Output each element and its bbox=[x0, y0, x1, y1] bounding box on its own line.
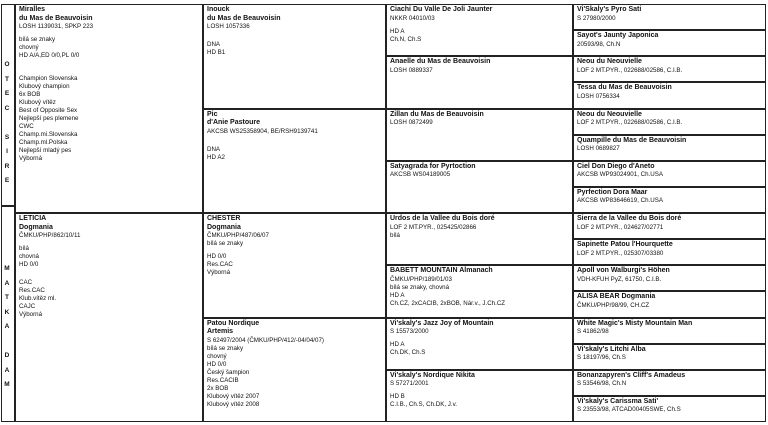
great-grandparent-cell bbox=[386, 4, 573, 56]
grandparent-cell bbox=[203, 109, 386, 214]
dog-detail-line: S 62497/2004 (ČMKU/PHP/412/-04/04/07) bbox=[207, 336, 324, 344]
great-great-grandparent-cell bbox=[573, 187, 766, 213]
dog-detail-line: LOSH 0889337 bbox=[390, 66, 433, 74]
dog-detail-line: Res.CAC bbox=[207, 261, 233, 268]
side-letter: M bbox=[4, 265, 10, 272]
dog-name-line: Inouck bbox=[207, 6, 230, 13]
dog-detail-line: CAC bbox=[19, 279, 33, 286]
side-letter: O bbox=[4, 61, 10, 68]
dog-detail-line: S 41862/98 bbox=[577, 328, 609, 335]
dog-name-line: Patou Nordique bbox=[207, 319, 260, 327]
dog-detail-line: S 23553/98, ATCAD00405SWE, Ch.S bbox=[577, 406, 681, 414]
dog-detail-line: LOF 2 MT.PYR., 022688/02586, C.I.B. bbox=[577, 119, 683, 126]
dog-detail-line: LOF 2 MT.PYR., 025307/03380 bbox=[577, 249, 664, 257]
side-letter: S bbox=[4, 133, 10, 141]
side-letter: C bbox=[4, 104, 10, 112]
great-great-grandparent-cell bbox=[573, 161, 766, 187]
dog-name-line: du Mas de Beauvoisin bbox=[19, 14, 93, 22]
side-letter: E bbox=[4, 90, 10, 97]
dog-detail-line: AKCSB WP83646619, Ch.USA bbox=[577, 197, 663, 205]
side-letter: K bbox=[4, 308, 10, 316]
dog-detail-line: ČMKU/PHP/98/99, CH.CZ bbox=[577, 301, 650, 309]
dog-detail-line: bílá se znaky bbox=[19, 36, 56, 43]
side-letter: A bbox=[4, 323, 10, 330]
great-great-grandparent-cell bbox=[573, 318, 766, 344]
great-grandparent-cell bbox=[386, 318, 573, 370]
dog-name-line: du Mas de Beauvoisin bbox=[207, 14, 281, 22]
dog-detail-line: Ch.DK, Ch.S bbox=[390, 349, 426, 356]
dog-name-line: Vi'Skaly's Pyro Sati bbox=[577, 6, 642, 13]
dog-name-line: Apoll von Walburgi's Höhen bbox=[577, 267, 670, 275]
dog-detail-line: bílá bbox=[19, 245, 29, 252]
dog-name-line: Sayot's Jaunty Japonica bbox=[577, 32, 659, 40]
dog-detail-line: HD 0/0 bbox=[19, 261, 39, 268]
dog-detail-line: Klub.vítěz ml. bbox=[19, 295, 57, 302]
dog-detail-line: Český šampion bbox=[207, 368, 250, 376]
dog-detail-line: LOSH 0872499 bbox=[390, 119, 433, 126]
dog-detail-line: ČMKU/PHP/189/01/03 bbox=[390, 275, 452, 283]
dog-detail-line: bílá se znaky, chovná bbox=[390, 283, 450, 291]
dog-name-line: Neou du Neouvielle bbox=[577, 110, 642, 118]
dog-name-line: Bonanzapyren's Cliff's Amadeus bbox=[577, 371, 686, 379]
side-letter: E bbox=[4, 177, 10, 184]
dog-detail-line: HD B bbox=[390, 393, 405, 401]
great-grandparent-cell bbox=[386, 161, 573, 213]
dog-detail-line: Klubový champion bbox=[19, 83, 70, 90]
dog-detail-line: AKCSB WP93024901, Ch.USA bbox=[577, 171, 663, 179]
dog-name-line: Neou du Neouvielle bbox=[577, 58, 642, 66]
dog-name-line: CHESTER bbox=[207, 215, 241, 222]
great-great-grandparent-cell bbox=[573, 109, 766, 135]
dog-name-line: Anaelle du Mas de Beauvoisin bbox=[390, 58, 491, 66]
side-letter: A bbox=[4, 366, 10, 374]
dog-name-line: Ciel Don Diego d'Aneto bbox=[577, 162, 655, 170]
side-letter: I bbox=[6, 148, 8, 155]
dog-detail-line: bílá se znaky bbox=[207, 240, 244, 247]
dog-name-line: White Magic's Misty Mountain Man bbox=[577, 319, 693, 327]
dog-detail-line: HD A bbox=[390, 341, 405, 348]
dog-detail-line: Champ.ml.Polska bbox=[19, 139, 68, 146]
dog-detail-line: HD A bbox=[390, 27, 405, 35]
grandparent-cell bbox=[203, 318, 386, 423]
side-letter: A bbox=[4, 279, 10, 287]
great-great-grandparent-cell bbox=[573, 56, 766, 82]
dam-cell bbox=[15, 213, 203, 422]
dog-name-line: Dogmania bbox=[207, 223, 241, 231]
dog-name-line: Pic bbox=[207, 110, 218, 118]
dog-detail-line: chovná bbox=[19, 253, 39, 260]
dog-name-line: Sierra de la Vallee du Bois doré bbox=[577, 215, 682, 222]
dog-detail-line: HD A/A,ED 0/0,PL 0/0 bbox=[19, 52, 80, 59]
dog-detail-line: LOF 2 MT.PYR., 022688/02586, C.I.B. bbox=[577, 66, 683, 74]
dog-detail-line: 20593/98, Ch.N bbox=[577, 40, 621, 48]
dog-detail-line: S 27980/2000 bbox=[577, 14, 616, 22]
dog-detail-line: LOSH 1057336 bbox=[207, 23, 250, 30]
dog-detail-line: Best of Opposite Sex bbox=[19, 107, 78, 114]
dog-detail-line: Res.CAC bbox=[19, 287, 45, 294]
dog-detail-line: LOSH 0756334 bbox=[577, 92, 620, 100]
dog-name-line: Satyagrada for Pyrtoction bbox=[390, 162, 476, 170]
dog-detail-line: Nejlepší pes plemene bbox=[19, 115, 79, 122]
dog-name-line: BABETT MOUNTAIN Almanach bbox=[390, 267, 493, 275]
side-letter: T bbox=[5, 294, 9, 301]
dog-detail-line: ČMKU/PHP/862/10/11 bbox=[19, 232, 81, 239]
dog-detail-line: Res.CACIB bbox=[207, 376, 239, 384]
dog-detail-line: S 57271/2001 bbox=[390, 380, 429, 388]
dog-name-line: Ciachi Du Valle De Joli Jaunter bbox=[390, 6, 493, 13]
great-grandparent-cell bbox=[386, 56, 573, 108]
dog-detail-line: Klubový vítěz 2007 bbox=[207, 392, 260, 400]
dog-detail-line: S 53546/98, Ch.N bbox=[577, 380, 627, 388]
dog-detail-line: Champion Slovenska bbox=[19, 75, 78, 82]
great-great-grandparent-cell bbox=[573, 291, 766, 317]
dog-detail-line: AKCSB WS04189005 bbox=[390, 171, 451, 179]
dog-name-line: d'Anie Pastoure bbox=[207, 119, 261, 126]
side-letter: D bbox=[4, 352, 10, 359]
great-great-grandparent-cell bbox=[573, 396, 766, 422]
grandparent-cell bbox=[203, 4, 386, 109]
dog-name-line: Vi'skaly's Carissma Sati' bbox=[577, 397, 659, 405]
dog-name-line: Miralles bbox=[19, 6, 46, 13]
dog-name-line: Quampille du Mas de Beauvoisin bbox=[577, 136, 687, 144]
dog-detail-line: Výborná bbox=[207, 269, 231, 276]
dog-name-line: Pyrfection Dora Maar bbox=[577, 188, 648, 196]
dog-name-line: Sapinette Patou l'Hourquette bbox=[577, 241, 673, 249]
great-grandparent-cell bbox=[386, 213, 573, 265]
dog-detail-line: HD 0/0 bbox=[207, 253, 227, 260]
dog-detail-line: LOF 2 MT.PYR., 024627/02771 bbox=[577, 223, 664, 231]
dog-detail-line: bílá se znaky bbox=[207, 344, 244, 352]
dog-detail-line: ČMKU/PHP/487/06/07 bbox=[207, 232, 269, 239]
dog-detail-line: VDH-KFUH PyZ, 61750, C.I.B. bbox=[577, 275, 662, 283]
dog-name-line: Dogmania bbox=[19, 223, 53, 231]
dog-detail-line: HD 0/0 bbox=[207, 360, 227, 368]
great-great-grandparent-cell bbox=[573, 239, 766, 265]
dog-detail-line: 6x BOB bbox=[19, 91, 41, 98]
dog-name-line: Artemis bbox=[207, 328, 234, 335]
dog-detail-line: HD B1 bbox=[207, 49, 226, 56]
dog-name-line: Vi'skaly's Jazz Joy of Mountain bbox=[390, 319, 494, 327]
dog-name-line: LETICIA bbox=[19, 215, 47, 222]
side-letter: R bbox=[4, 162, 10, 170]
dog-detail-line: Klubový vítěz bbox=[19, 99, 56, 106]
dog-detail-line: LOSH 0689827 bbox=[577, 145, 620, 153]
dog-detail-line: S 18197/96, Ch.S bbox=[577, 354, 626, 362]
great-great-grandparent-cell bbox=[573, 213, 766, 239]
great-great-grandparent-cell bbox=[573, 344, 766, 370]
dog-detail-line: 2x BOB bbox=[207, 384, 229, 392]
dog-detail-line: Champ.mi.Slovenska bbox=[19, 131, 78, 138]
dog-name-line: Vi'skaly's Litchi Alba bbox=[577, 345, 646, 353]
great-great-grandparent-cell bbox=[573, 30, 766, 56]
dog-detail-line: Nejlepší mladý pes bbox=[19, 147, 72, 154]
dog-detail-line: NKKR 04010/03 bbox=[390, 14, 435, 22]
dog-detail-line: DNA bbox=[207, 145, 221, 153]
great-great-grandparent-cell bbox=[573, 265, 766, 291]
great-great-grandparent-cell bbox=[573, 370, 766, 396]
grandparent-cell bbox=[203, 213, 386, 318]
dog-detail-line: CAJC bbox=[19, 303, 36, 310]
dog-detail-line: Ch.CZ, 2xCACIB, 2xBOB, Nár.v., J.Ch.CZ bbox=[390, 299, 506, 307]
great-grandparent-cell bbox=[386, 109, 573, 161]
dog-name-line: Zillan du Mas de Beauvoisin bbox=[390, 110, 484, 118]
dog-detail-line: C.I.B., Ch.S, Ch.DK, J.v. bbox=[390, 401, 457, 409]
great-great-grandparent-cell bbox=[573, 82, 766, 108]
side-letter: T bbox=[5, 75, 9, 83]
great-great-grandparent-cell bbox=[573, 135, 766, 161]
great-great-grandparent-cell bbox=[573, 4, 766, 30]
dog-detail-line: HD A2 bbox=[207, 153, 225, 161]
dog-name-line: Tessa du Mas de Beauvoisin bbox=[577, 84, 672, 92]
great-grandparent-cell bbox=[386, 370, 573, 422]
dog-detail-line: LOSH 1139031, SPKP 223 bbox=[19, 23, 94, 30]
dog-detail-line: Výborná bbox=[19, 155, 43, 162]
dog-detail-line: CWC bbox=[19, 123, 34, 130]
dog-detail-line: HD A bbox=[390, 291, 405, 299]
dog-name-line: Vi'skaly's Nordique Nikita bbox=[390, 371, 475, 379]
dog-name-line: Urdos de la Vallee du Bois doré bbox=[390, 215, 495, 222]
dog-detail-line: Klubový vítěz 2008 bbox=[207, 400, 260, 408]
sire-cell bbox=[15, 4, 203, 213]
dog-detail-line: AKCSB WS25358904, BE/RSH9139741 bbox=[207, 127, 318, 135]
dog-detail-line: Výborná bbox=[19, 311, 43, 318]
great-grandparent-cell bbox=[386, 265, 573, 317]
dog-detail-line: chovný bbox=[207, 352, 227, 360]
dog-detail-line: chovný bbox=[19, 44, 39, 51]
dog-name-line: ALISA BEAR Dogmania bbox=[577, 293, 656, 301]
side-letter: M bbox=[4, 381, 10, 388]
dog-detail-line: bílá bbox=[390, 231, 400, 239]
dog-detail-line: Ch.N, Ch.S bbox=[390, 35, 422, 43]
dog-detail-line: DNA bbox=[207, 41, 221, 48]
dog-detail-line: S 15573/2000 bbox=[390, 328, 429, 335]
dog-detail-line: LOF 2 MT.PYR., 025425/02866 bbox=[390, 223, 477, 231]
